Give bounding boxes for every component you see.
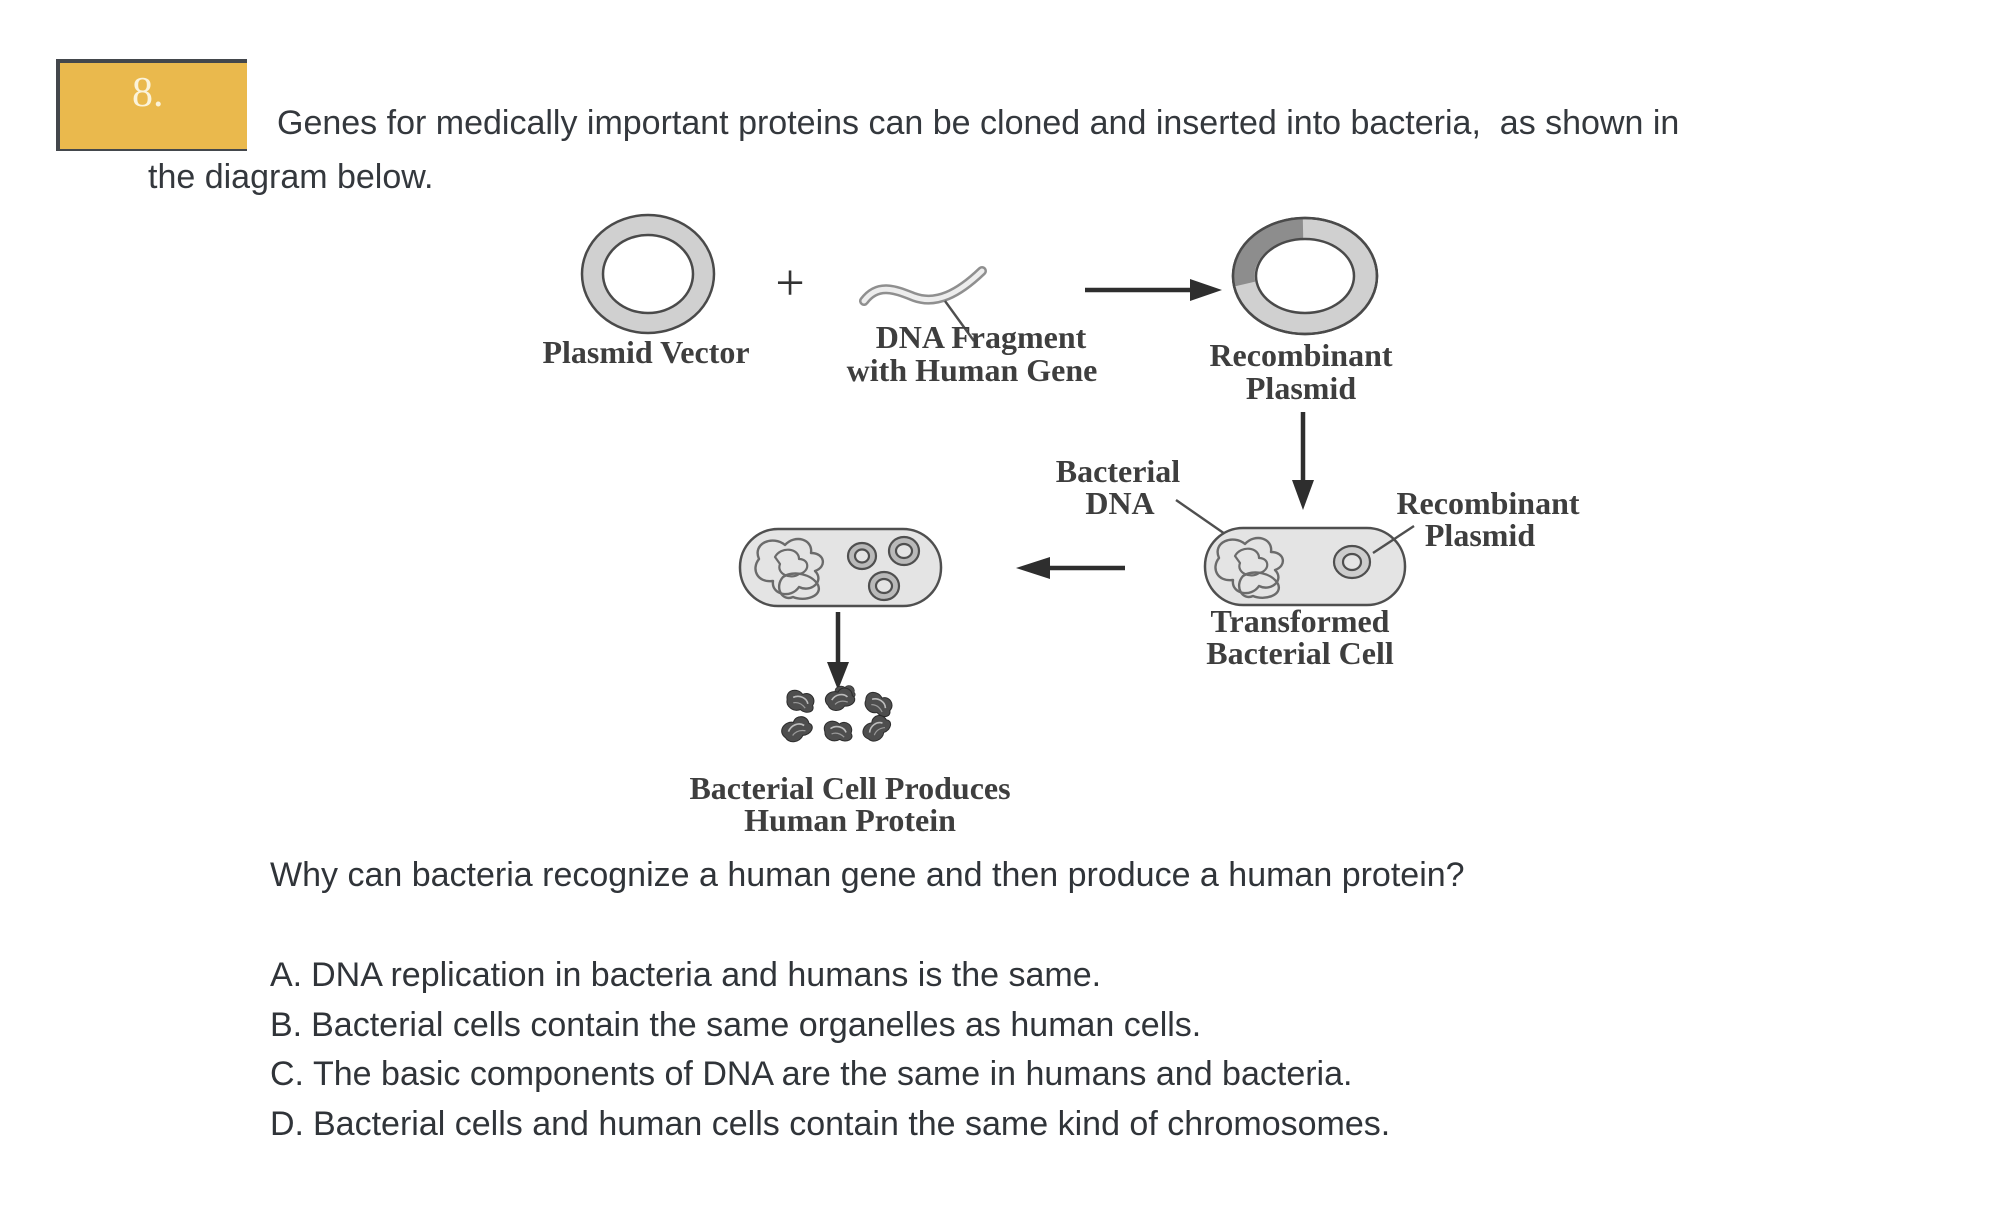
arrow-down-icon: [1292, 412, 1314, 510]
human-protein-blobs: [779, 686, 896, 746]
option-text-c: The basic components of DNA are the same in humans and bacteria.: [313, 1055, 1353, 1093]
question-text: Why can bacteria recognize a human gene and then produce a human protein?: [270, 856, 1465, 894]
option-letter-b: B.: [270, 1006, 303, 1044]
option-text-b: Bacterial cells contain the same organelles as human cells.: [311, 1006, 1202, 1044]
multiplied-bacterial-cell: [740, 529, 941, 606]
dna-fragment-label-line2: with Human Gene: [846, 352, 1098, 388]
arrow-right-icon: [1085, 279, 1222, 301]
plus-sign: +: [775, 255, 805, 312]
plasmid-vector-label: Plasmid Vector: [542, 334, 750, 370]
cell-plasmid-label-line1: Recombinant: [1396, 485, 1580, 521]
answer-option-b: [270, 1006, 1201, 1045]
option-text-a: DNA replication in bacteria and humans is the same.: [311, 956, 1102, 994]
transformed-bacterial-cell: [1205, 528, 1405, 605]
plasmid-vector-ring: [582, 215, 714, 333]
arrow-left-icon: [1016, 557, 1125, 579]
option-letter-c: C.: [270, 1055, 304, 1093]
transformed-cell-label-line1: Transformed: [1210, 603, 1390, 639]
option-text-d: Bacterial cells and human cells contain the same kind of chromosomes.: [313, 1105, 1391, 1143]
transformed-cell-label-line2: Bacterial Cell: [1206, 635, 1394, 671]
bacterial-dna-label-line1: Bacterial: [1055, 453, 1181, 489]
product-label-line2: Human Protein: [744, 802, 956, 838]
option-letter-a: A.: [270, 956, 303, 994]
answer-option-d: [270, 1105, 1390, 1144]
cell-plasmid-label-line2: Plasmid: [1424, 517, 1536, 553]
intro-text-line-1: Genes for medically important proteins can be cloned and inserted into bacteria, as shown in: [277, 104, 1680, 142]
answer-option-c: [270, 1055, 1352, 1094]
recombinant-plasmid-label-line1: Recombinant: [1209, 337, 1393, 373]
dna-fragment-label-line1: DNA Fragment: [875, 319, 1087, 355]
answer-option-a: [270, 956, 1101, 995]
intro-text-line-2: the diagram below.: [148, 158, 434, 196]
recombinant-plasmid-ring: [1233, 218, 1377, 334]
question-number: 8.: [132, 70, 164, 116]
product-label-line1: Bacterial Cell Produces: [689, 770, 1011, 806]
bacterial-dna-label-line2: DNA: [1085, 485, 1155, 521]
recombinant-plasmid-label-line2: Plasmid: [1245, 370, 1357, 406]
arrow-down-icon-2: [827, 612, 849, 690]
option-letter-d: D.: [270, 1105, 304, 1143]
